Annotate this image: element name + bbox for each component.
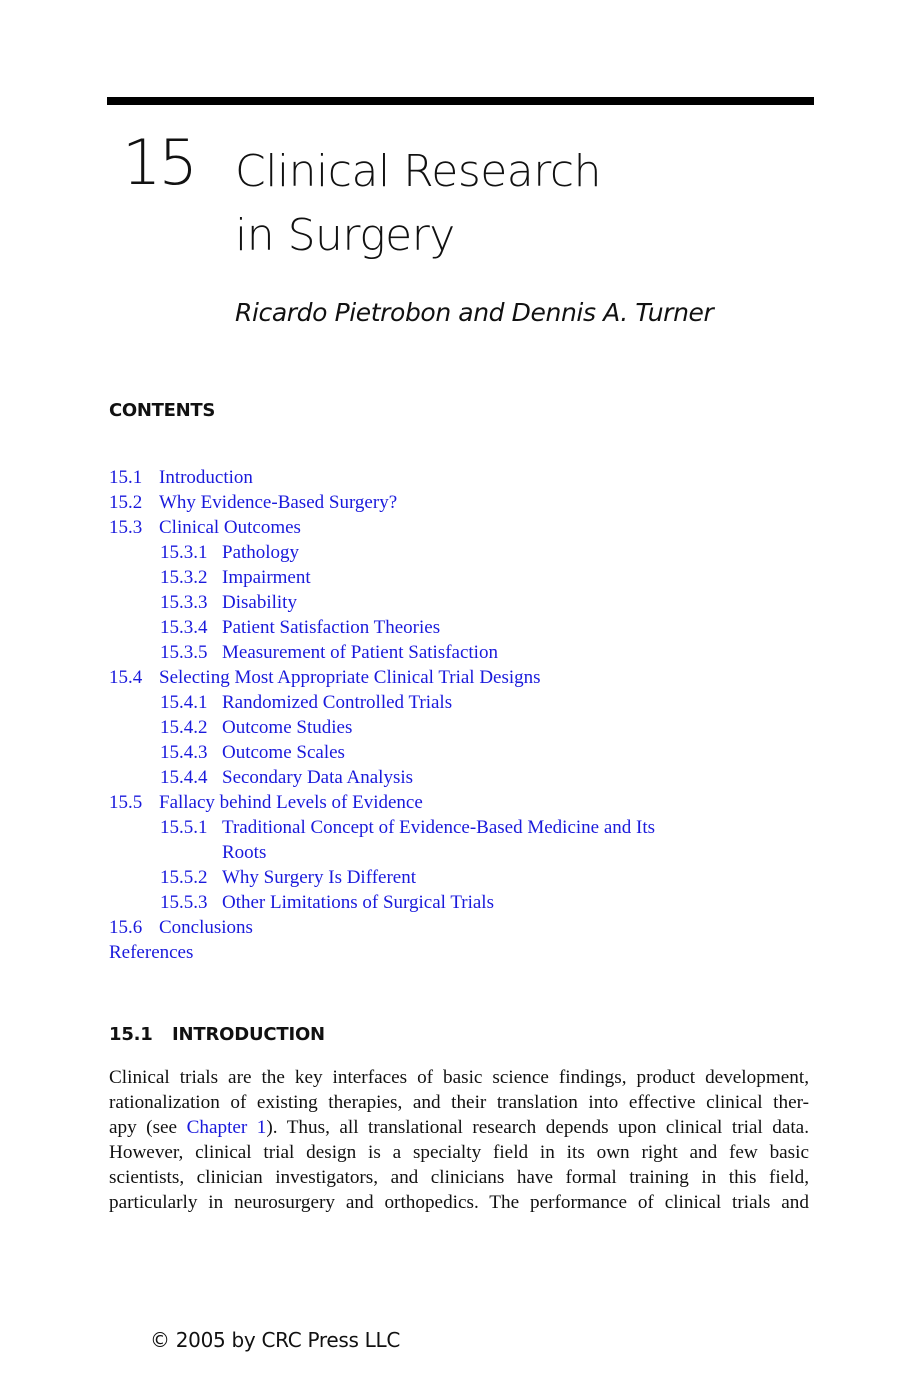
- toc-entry-label[interactable]: Patient Satisfaction Theories: [222, 617, 441, 638]
- toc-entry-number: 15.5.1: [160, 817, 208, 838]
- toc-entry-label[interactable]: Randomized Controlled Trials: [222, 692, 453, 713]
- toc-entry[interactable]: [109, 590, 729, 615]
- toc-entry-label[interactable]: Fallacy behind Levels of Evidence: [159, 792, 423, 813]
- toc-entry-label[interactable]: Impairment: [222, 567, 311, 588]
- toc-entry-label[interactable]: Disability: [222, 592, 297, 613]
- toc-entry-number: 15.5.3: [160, 892, 208, 913]
- toc-entry-label[interactable]: Traditional Concept of Evidence-Based Medicine and Its: [222, 817, 656, 838]
- toc-entry[interactable]: [109, 665, 729, 690]
- section-heading: [109, 1024, 325, 1045]
- toc-entry-number: 15.5: [109, 792, 143, 813]
- paragraph-line: Clinical trials are the key interfaces of basic science findings, product development,: [109, 1067, 809, 1088]
- toc-entry-label[interactable]: Roots: [222, 842, 267, 863]
- toc-entry-number: 15.4: [109, 667, 143, 688]
- paragraph-line: particularly in neurosurgery and orthopedics. The performance of clinical trials and: [109, 1192, 809, 1213]
- chapter-authors: Ricardo Pietrobon and Dennis A. Turner: [235, 298, 714, 327]
- toc-entry[interactable]: [109, 790, 729, 815]
- toc-entry[interactable]: [109, 690, 729, 715]
- toc-entry-number: 15.3.3: [160, 592, 208, 613]
- toc-entry[interactable]: [109, 865, 729, 890]
- paragraph-line: scientists, clinician investigators, and clinicians have formal training in this field,: [109, 1167, 809, 1188]
- toc-entry-number: 15.2: [109, 492, 143, 513]
- toc-entry-number: 15.6: [109, 917, 143, 938]
- section-title: INTRODUCTION: [172, 1024, 325, 1045]
- toc-entry[interactable]: [109, 740, 729, 765]
- toc-entry-label[interactable]: References: [109, 942, 194, 963]
- toc-entry[interactable]: [109, 615, 729, 640]
- toc-entry[interactable]: [109, 715, 729, 740]
- toc-entry-number: 15.1: [109, 467, 143, 488]
- toc-entry-number: 15.5.2: [160, 867, 208, 888]
- paragraph-line: rationalization of existing therapies, and their translation into effective clinical ther-: [109, 1092, 809, 1113]
- chapter-top-rule: [107, 97, 814, 105]
- toc-entry-number: 15.4.1: [160, 692, 208, 713]
- toc-entry[interactable]: [109, 465, 729, 490]
- toc-entry-number: 15.3.5: [160, 642, 208, 663]
- toc-entry[interactable]: [109, 540, 729, 565]
- contents-heading: CONTENTS: [109, 400, 216, 421]
- toc-entry-label[interactable]: Selecting Most Appropriate Clinical Trial Designs: [159, 667, 541, 688]
- paragraph-text: ). Thus, all translational research depends upon clinical trial data.: [266, 1117, 809, 1138]
- paragraph-text: apy (see: [109, 1117, 187, 1138]
- toc-entry-number: 15.4.3: [160, 742, 208, 763]
- toc-entry[interactable]: [109, 840, 729, 865]
- chapter-1-link[interactable]: Chapter 1: [186, 1117, 267, 1138]
- chapter-number: 15: [122, 126, 195, 199]
- chapter-title-line-1: Clinical Research: [235, 146, 601, 197]
- toc-entry[interactable]: [109, 765, 729, 790]
- chapter-title: [235, 140, 601, 268]
- toc-entry-label[interactable]: Secondary Data Analysis: [222, 767, 414, 788]
- toc-entry-label[interactable]: Other Limitations of Surgical Trials: [222, 892, 494, 913]
- toc-entry-label[interactable]: Why Evidence-Based Surgery?: [159, 492, 398, 513]
- section-body-paragraph: [109, 1065, 809, 1215]
- toc-entry[interactable]: [109, 515, 729, 540]
- toc-entry-number: 15.3.2: [160, 567, 208, 588]
- toc-entry[interactable]: [109, 940, 729, 965]
- chapter-title-line-2: in Surgery: [235, 210, 455, 261]
- section-number: 15.1: [109, 1024, 153, 1045]
- toc-entry-label[interactable]: Conclusions: [159, 917, 253, 938]
- toc-entry[interactable]: [109, 640, 729, 665]
- toc-entry[interactable]: [109, 565, 729, 590]
- copyright-footer: © 2005 by CRC Press LLC: [150, 1328, 401, 1352]
- paragraph-line: However, clinical trial design is a specialty field in its own right and few basic: [109, 1142, 809, 1163]
- toc-entry[interactable]: [109, 815, 729, 840]
- toc-entry-number: 15.4.4: [160, 767, 208, 788]
- table-of-contents: [109, 465, 729, 965]
- toc-entry-number: 15.3: [109, 517, 143, 538]
- toc-entry[interactable]: [109, 490, 729, 515]
- toc-entry-label[interactable]: Pathology: [222, 542, 300, 563]
- toc-entry-number: 15.3.1: [160, 542, 208, 563]
- toc-entry-number: 15.4.2: [160, 717, 208, 738]
- toc-entry[interactable]: [109, 890, 729, 915]
- toc-entry-label[interactable]: Why Surgery Is Different: [222, 867, 416, 888]
- paragraph-line: [109, 1115, 809, 1140]
- toc-entry[interactable]: [109, 915, 729, 940]
- toc-entry-number: 15.3.4: [160, 617, 208, 638]
- toc-entry-label[interactable]: Introduction: [159, 467, 253, 488]
- toc-entry-label[interactable]: Clinical Outcomes: [159, 517, 301, 538]
- toc-entry-label[interactable]: Measurement of Patient Satisfaction: [222, 642, 498, 663]
- toc-entry-label[interactable]: Outcome Studies: [222, 717, 353, 738]
- toc-entry-label[interactable]: Outcome Scales: [222, 742, 345, 763]
